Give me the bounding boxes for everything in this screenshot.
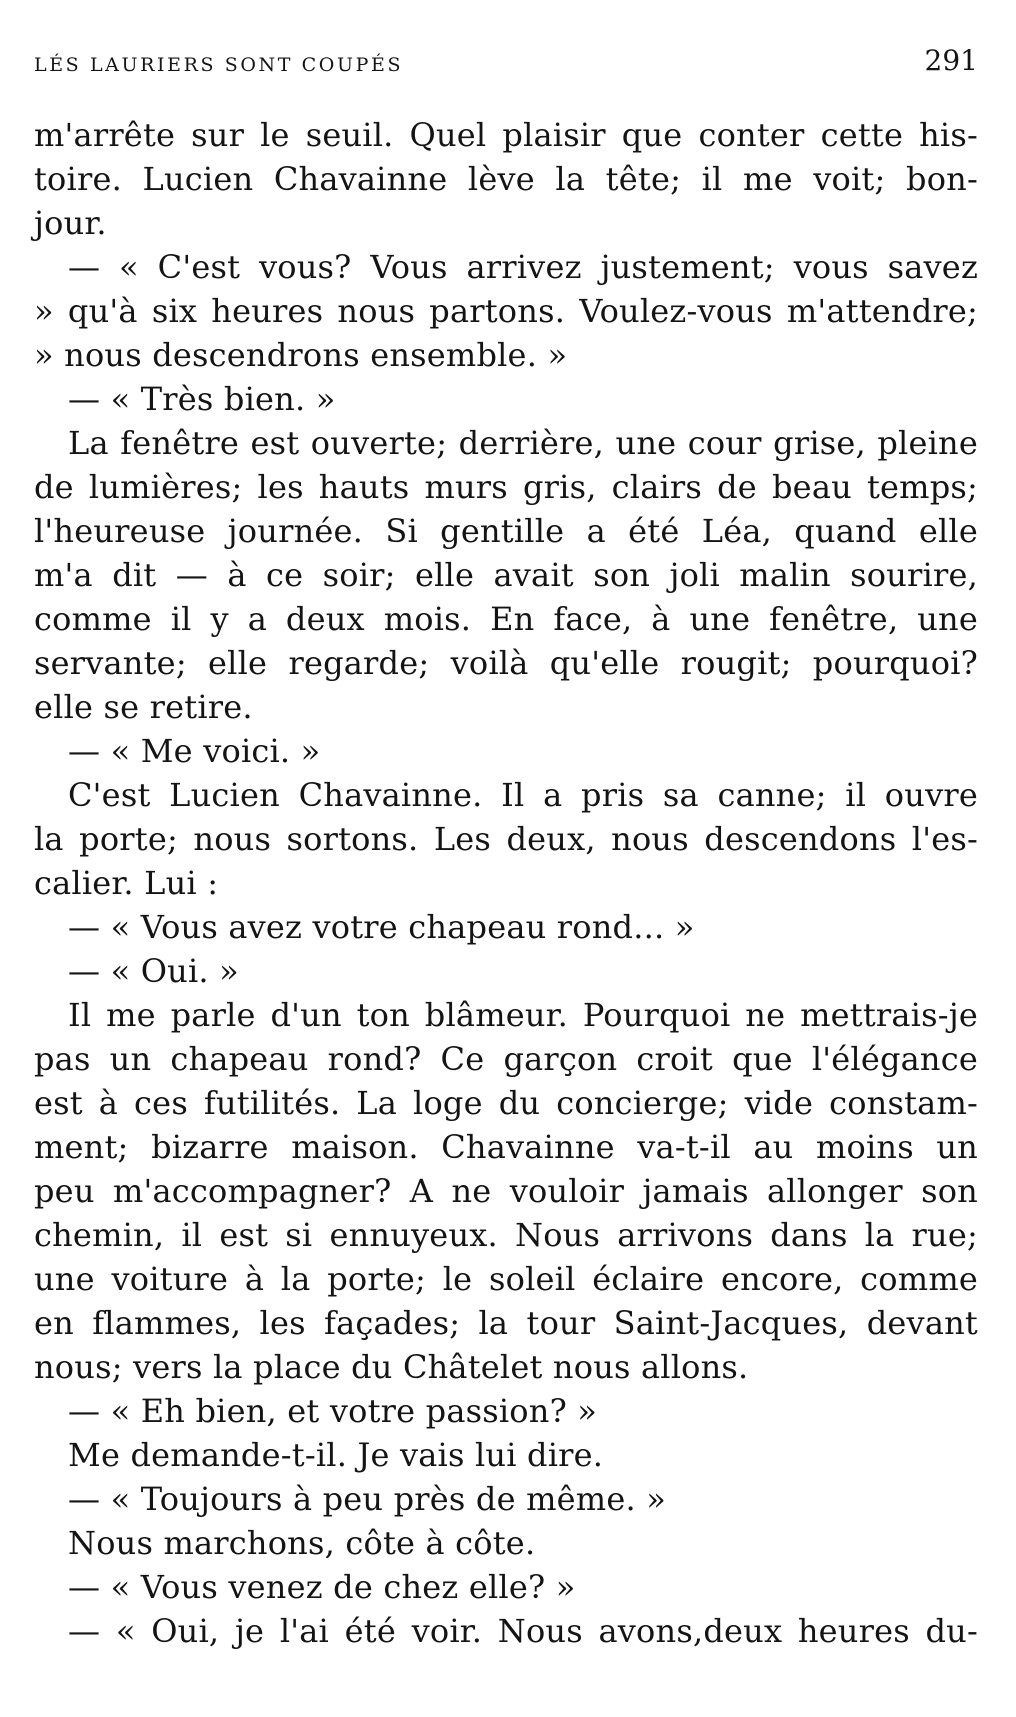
- text-line: » qu'à six heures nous partons. Voulez-vous m'attendre;: [34, 292, 978, 330]
- text-line: chemin, il est si ennuyeux. Nous arrivons dans la rue;: [34, 1216, 978, 1254]
- text-line: Me demande-t-il. Je vais lui dire.: [68, 1436, 604, 1474]
- text-line: nous; vers la place du Châtelet nous allons.: [34, 1348, 749, 1386]
- text-line: La fenêtre est ouverte; derrière, une cour grise, pleine: [68, 424, 978, 462]
- text-line: Il me parle d'un ton blâmeur. Pourquoi ne mettrais-je: [68, 996, 978, 1034]
- text-line: est à ces futilités. La loge du concierge; vide constam-: [34, 1084, 978, 1122]
- text-line: elle se retire.: [34, 688, 253, 726]
- text-line: de lumières; les hauts murs gris, clairs de beau temps;: [34, 468, 978, 506]
- text-line: la porte; nous sortons. Les deux, nous descendons l'es-: [34, 820, 978, 858]
- text-line: une voiture à la porte; le soleil éclaire encore, comme: [34, 1260, 978, 1298]
- text-line: — « C'est vous? Vous arrivez justement; vous savez: [68, 248, 978, 286]
- text-line: calier. Lui :: [34, 864, 219, 902]
- text-line: m'arrête sur le seuil. Quel plaisir que conter cette his-: [34, 116, 978, 154]
- text-line: peu m'accompagner? A ne vouloir jamais allonger son: [34, 1172, 978, 1210]
- text-line: en flammes, les façades; la tour Saint-Jacques, devant: [34, 1304, 978, 1342]
- text-line: pas un chapeau rond? Ce garçon croit que l'élégance: [34, 1040, 978, 1078]
- text-line: ment; bizarre maison. Chavainne va-t-il au moins un: [34, 1128, 978, 1166]
- text-line: l'heureuse journée. Si gentille a été Léa, quand elle: [34, 512, 978, 550]
- text-line: toire. Lucien Chavainne lève la tête; il me voit; bon-: [34, 160, 978, 198]
- running-head: [34, 44, 978, 84]
- text-line: C'est Lucien Chavainne. Il a pris sa canne; il ouvre: [68, 776, 978, 814]
- text-line: — « Me voici. »: [68, 732, 321, 770]
- text-line: » nous descendrons ensemble. »: [34, 336, 568, 374]
- text-line: servante; elle regarde; voilà qu'elle rougit; pourquoi?: [34, 644, 978, 682]
- body-text: [34, 113, 978, 1653]
- text-line: comme il y a deux mois. En face, à une fenêtre, une: [34, 600, 978, 638]
- running-title: LÉS LAURIERS SONT COUPÉS: [34, 54, 404, 76]
- text-line: Nous marchons, côte à côte.: [68, 1524, 536, 1562]
- text-line: — « Toujours à peu près de même. »: [68, 1480, 666, 1518]
- page-number: 291: [924, 44, 978, 77]
- text-line: — « Vous venez de chez elle? »: [68, 1568, 576, 1606]
- text-line: — « Très bien. »: [68, 380, 336, 418]
- text-line: m'a dit — à ce soir; elle avait son joli malin sourire,: [34, 556, 978, 594]
- text-line: — « Oui. »: [68, 952, 239, 990]
- text-line: — « Vous avez votre chapeau rond... »: [68, 908, 695, 946]
- text-line: — « Oui, je l'ai été voir. Nous avons,deux heures du-: [68, 1612, 978, 1650]
- text-line: jour.: [34, 204, 107, 242]
- text-line: — « Eh bien, et votre passion? »: [68, 1392, 598, 1430]
